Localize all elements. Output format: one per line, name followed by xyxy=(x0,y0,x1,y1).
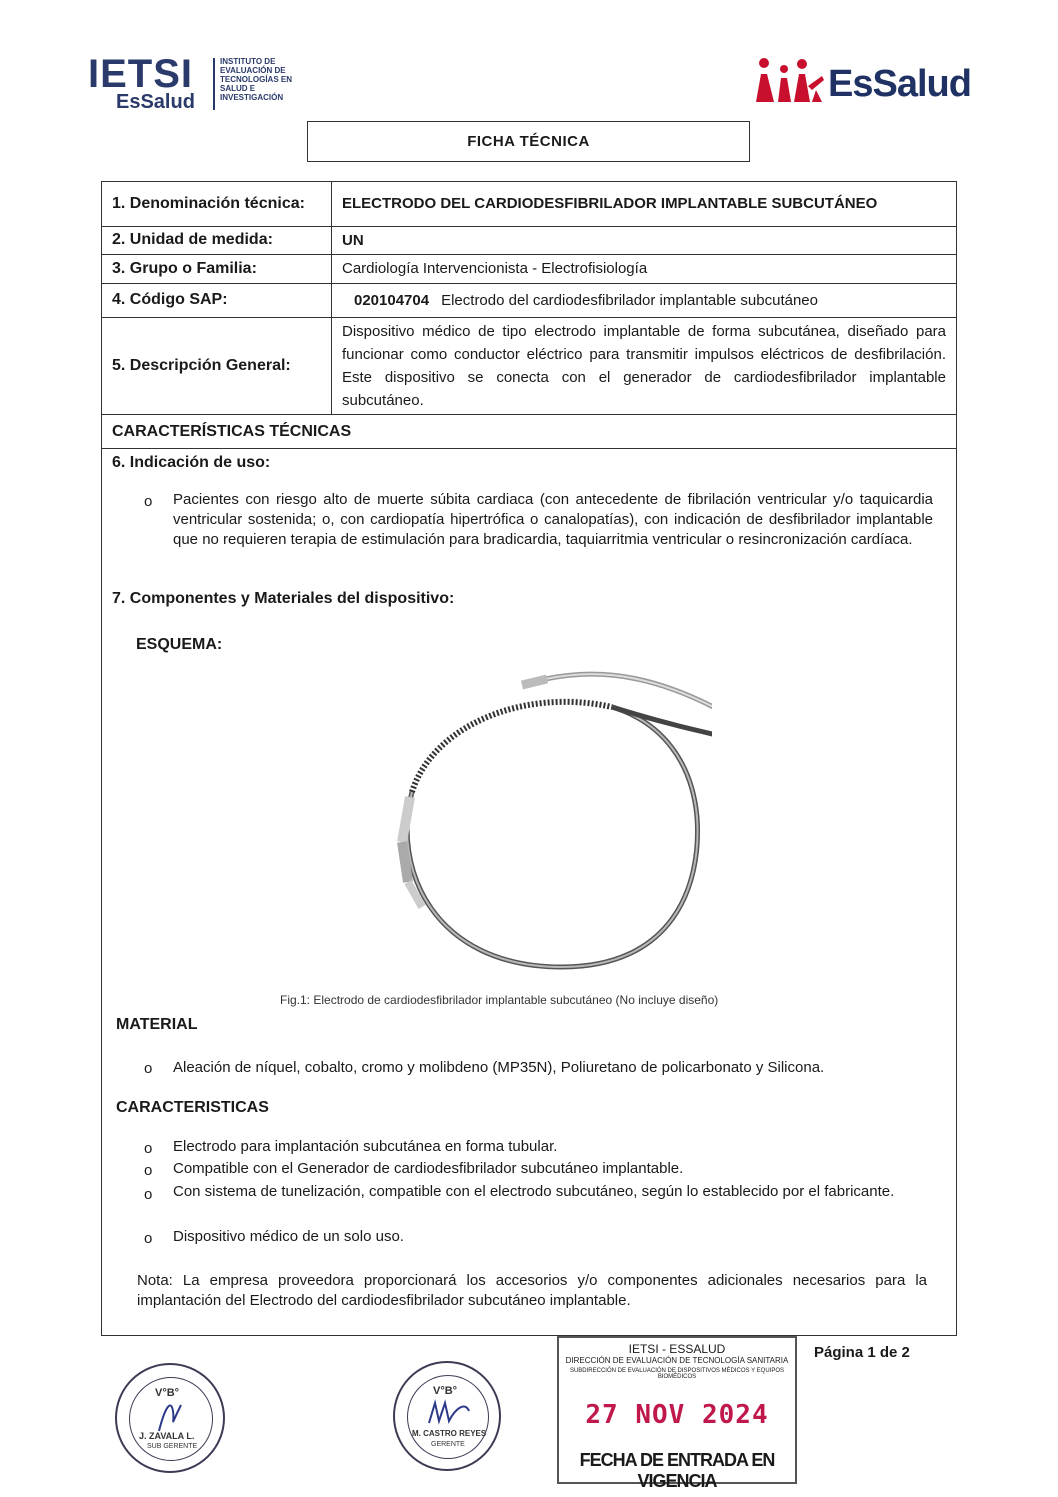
ietsi-logo-separator xyxy=(213,58,215,110)
essalud-logo xyxy=(752,56,982,108)
section-heading-caracteristicas: CARACTERISTICAS xyxy=(116,1099,269,1116)
bullet-marker: o xyxy=(144,1162,153,1179)
family-figures-icon xyxy=(752,56,826,104)
ietsi-logo-fullname: INSTITUTO DE EVALUACIÓN DE TECNOLOGÍAS EN SALUD E INVESTIGACIÓN xyxy=(220,57,293,102)
table-row-value: ELECTRODO DEL CARDIODESFIBRILADOR IMPLANTABLE SUBCUTÁNEO xyxy=(342,195,878,212)
stamp-line-subdirection: SUBDIRECCIÓN DE EVALUACIÓN DE DISPOSITIVOS MÉDICOS Y EQUIPOS BIOMÉDICOS xyxy=(569,1368,785,1380)
essalud-logo-word: EsSalud xyxy=(828,63,971,105)
caracteristica-item: Electrodo para implantación subcutánea en forma tubular. xyxy=(173,1138,558,1155)
seal-signer-name: J. ZAVALA L. xyxy=(139,1431,195,1441)
seal-signer-role: SUB GERENTE xyxy=(147,1443,198,1450)
section-heading-indicacion: 6. Indicación de uso: xyxy=(112,454,271,471)
section-heading-componentes: 7. Componentes y Materiales del dispositivo: xyxy=(112,590,455,607)
nota-text: Nota: La empresa proveedora proporcionará los accesorios y/o componentes adicionales necesarios para la implantación del Electrodo del cardiodesfibrilador subcutáneo implantable. xyxy=(137,1272,927,1309)
document-title: FICHA TÉCNICA xyxy=(307,121,750,162)
ietsi-logo-essalud: EsSalud xyxy=(116,91,195,113)
table-row-value: Dispositivo médico de tipo electrodo implantable de forma subcutánea, diseñado para funcionar como conductor eléctrico para transmitir impulsos eléctricos de desfibrilación. Este dispositivo se conecta con el generador de cardiodesfibrilador implantable subcutáneo. xyxy=(342,322,946,409)
electrode-figure xyxy=(372,667,712,977)
section-heading-caracteristicas-tecnicas: CARACTERÍSTICAS TÉCNICAS xyxy=(112,423,352,440)
seal-vb: V°B° xyxy=(155,1387,180,1399)
bullet-marker: o xyxy=(144,1060,153,1077)
sap-description: Electrodo del cardiodesfibrilador implantable subcutáneo xyxy=(441,291,818,309)
table-row-label: 2. Unidad de medida: xyxy=(112,231,273,248)
section-heading-esquema: ESQUEMA: xyxy=(136,636,223,653)
seal-signer-role: GERENTE xyxy=(431,1441,465,1448)
ietsi-logo xyxy=(88,54,298,112)
seal-signer-name: M. CASTRO REYES xyxy=(412,1429,487,1438)
material-item: Aleación de níquel, cobalto, cromo y molibdeno (MP35N), Poliuretano de policarbonato y Silicona. xyxy=(173,1059,825,1076)
table-row-label: 5. Descripción General: xyxy=(112,356,291,374)
ietsi-logo-word: IETSI xyxy=(88,52,194,96)
table-row-label: 1. Denominación técnica: xyxy=(112,195,305,212)
table-row-value xyxy=(354,283,946,317)
caracteristica-item: Compatible con el Generador de cardiodesfibrilador subcutáneo implantable. xyxy=(173,1160,684,1177)
table-row-value: Cardiología Intervencionista - Electrofisiología xyxy=(342,260,648,277)
approval-seal-subgerente xyxy=(115,1363,225,1473)
seal-vb: V°B° xyxy=(433,1385,458,1397)
table-row-label: 3. Grupo o Familia: xyxy=(112,259,257,277)
bullet-marker: o xyxy=(144,1186,153,1203)
table-row-value: UN xyxy=(342,231,364,249)
signature-icon xyxy=(151,1397,191,1433)
approval-seal-gerente xyxy=(393,1361,501,1471)
page-number: Página 1 de 2 xyxy=(814,1344,910,1361)
bullet-marker: o xyxy=(144,493,153,510)
section-heading-material: MATERIAL xyxy=(116,1016,198,1033)
table-row-label: 4. Código SAP: xyxy=(112,291,228,308)
stamp-line-institution: IETSI - ESSALUD xyxy=(628,1342,726,1356)
caracteristica-item: Dispositivo médico de un solo uso. xyxy=(173,1228,404,1245)
stamp-footer-label: FECHA DE ENTRADA EN VIGENCIA xyxy=(579,1450,775,1491)
caracteristica-item: Con sistema de tunelización, compatible con el electrodo subcutáneo, según lo establecido por el fabricante. xyxy=(173,1183,895,1200)
stamp-date: 27 NOV 2024 xyxy=(585,1400,769,1430)
bullet-marker: o xyxy=(144,1230,153,1247)
stamp-line-direction: DIRECCIÓN DE EVALUACIÓN DE TECNOLOGÍA SANITARIA xyxy=(565,1356,789,1365)
table-column-divider xyxy=(331,182,332,414)
table-divider xyxy=(102,448,956,449)
bullet-marker: o xyxy=(144,1140,153,1157)
sap-code: 020104704 xyxy=(354,291,430,309)
table-divider xyxy=(102,414,956,415)
validity-date-stamp xyxy=(557,1336,797,1491)
figure-caption: Fig.1: Electrodo de cardiodesfibrilador implantable subcutáneo (No incluye diseño) xyxy=(280,993,719,1007)
signature-icon xyxy=(425,1395,473,1429)
indicacion-text: Pacientes con riesgo alto de muerte súbita cardiaca (con antecedente de fibrilación ventricular y/o taquicardia ventricular sostenida; o, con cardiopatía hipertrófica o canalopatías), con indicación de desfibrilador implantable que no requieren terapia de estimulación para bradicardia, taquiarritmia ventricular o resincronización cardíaca. xyxy=(173,491,933,548)
spec-sheet-frame xyxy=(101,181,957,1336)
